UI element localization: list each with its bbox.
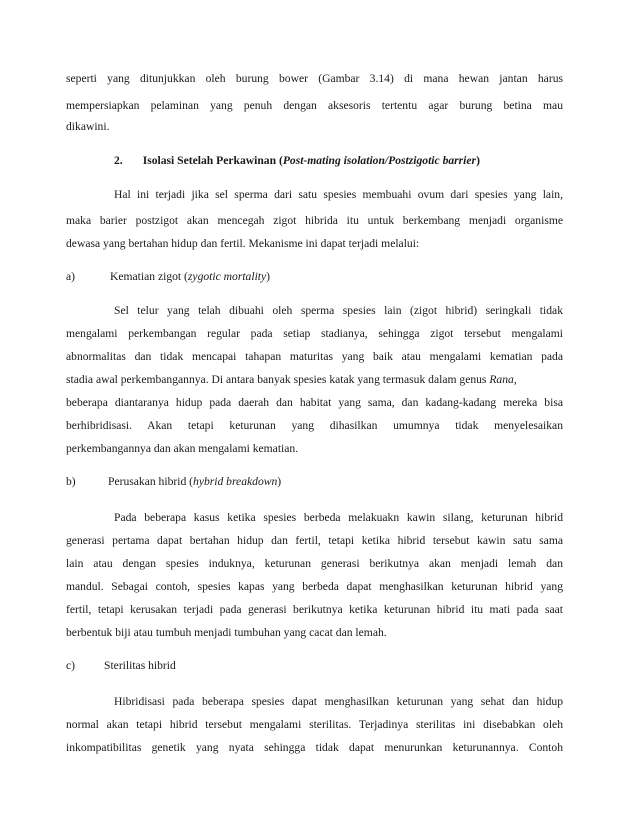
list-item-c: c) Sterilitas hibrid [66,659,176,672]
paragraph-4-line-2: generasi pertama dapat bertahan hidup dan fertil, tetapi ketika hibrid tersebut kawin satu sama [66,534,563,547]
paragraph-4-line-1: Pada beberapa kasus ketika spesies berbeda melakuakn kawin silang, keturunan hibrid [114,511,563,524]
paragraph-3-line-3: abnormalitas dan tidak mencapai tahapan maturitas yang baik atau mengalami kematian pada [66,350,563,363]
list-label-c: c) [66,659,76,672]
term-hybrid-breakdown: hybrid breakdown [193,475,278,488]
list-item-b: b) Perusakan hibrid (hybrid breakdown) [66,475,282,488]
paragraph-1-line-1: seperti yang ditunjukkan oleh burung bower (Gambar 3.14) di mana hewan jantan harus [66,72,563,85]
paragraph-3-line-5: beberapa diantaranya hidup pada daerah dan habitat yang sama, dan kadang-kadang mereka bisa [66,396,563,409]
paragraph-3-line-1: Sel telur yang telah dibuahi oleh sperma spesies lain (zigot hibrid) seringkali tidak [114,304,563,317]
paragraph-5-line-2: normal akan tetapi hibrid tersebut mengalami sterilitas. Terjadinya sterilitas ini disebabkan oleh [66,718,563,731]
paragraph-1-line-3: dikawini. [66,120,110,133]
list-item-a: a) Kematian zigot (zygotic mortality) [66,270,271,283]
paragraph-2-line-1: Hal ini terjadi jika sel sperma dari satu spesies membuahi ovum dari spesies yang lain, [114,188,563,201]
paragraph-2-line-3: dewasa yang bertahan hidup dan fertil. Mekanisme ini dapat terjadi melalui: [66,237,420,250]
term-zygotic-mortality: zygotic mortality [187,270,267,283]
paragraph-3-line-4: stadia awal perkembangannya. Di antara banyak spesies katak yang termasuk dalam genus Rana, [66,373,517,386]
paragraph-4-line-5: fertil, tetapi kerusakan terjadi pada generasi berikutnya ketika keturunan hibrid itu mati pada saat [66,603,563,616]
paragraph-5-line-3: inkompatibilitas genetik yang nyata sehingga tidak dapat menurunkan keturunannya. Contoh [66,741,563,754]
section-number: 2. [114,154,123,167]
paragraph-4-line-6: berbentuk biji atau tumbuh menjadi tumbuhan yang cacat dan lemah. [66,626,387,639]
genus-rana: Rana, [489,373,517,386]
paragraph-3-line-7: perkembangannya dan akan mengalami kematian. [66,442,299,455]
section-subtitle: Post-mating isolation/Postzigotic barrier [282,154,477,167]
paragraph-3-line-6: berhibridisasi. Akan tetapi keturunan yang dihasilkan umumnya tidak menyelesaikan [66,419,563,432]
paragraph-2-line-2: maka barier postzigot akan mencegah zigot hibrida itu untuk berkembang menjadi organisme [66,214,563,227]
paragraph-4-line-3: lain atau dengan spesies induknya, keturunan generasi berikutnya akan menjadi lemah dan [66,557,563,570]
paragraph-5-line-1: Hibridisasi pada beberapa spesies dapat menghasilkan keturunan yang sehat dan hidup [114,695,563,708]
section-heading-2: 2. Isolasi Setelah Perkawinan (Post-mating isolation/Postzigotic barrier) [114,154,480,167]
paragraph-4-line-4: mandul. Sebagai contoh, spesies kapas yang berbeda dapat menghasilkan keturunan hibrid yang [66,580,563,593]
section-title: Isolasi Setelah Perkawinan [142,154,277,167]
paragraph-3-line-2: mengalami perkembangan regular pada setiap stadianya, sehingga zigot tersebut mengalami [66,327,563,340]
paragraph-1-line-2: mempersiapkan pelaminan yang penuh dengan aksesoris tertentu agar burung betina mau [66,99,563,112]
list-label-a: a) [66,270,76,283]
list-label-b: b) [66,475,76,488]
